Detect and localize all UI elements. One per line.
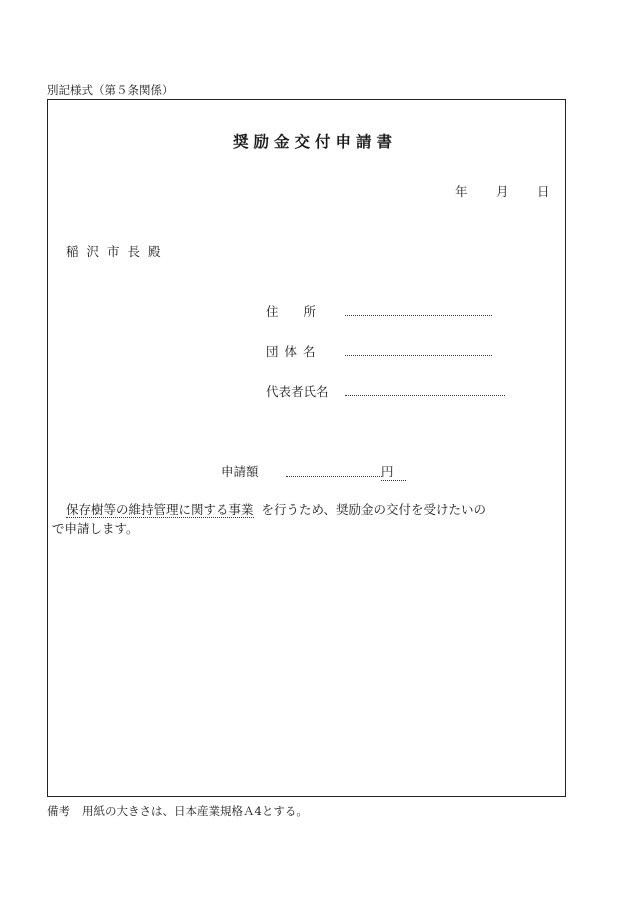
document-title: 奨励金交付申請書	[232, 132, 397, 151]
application-statement	[52, 500, 552, 538]
date-year-label: 年	[455, 184, 468, 199]
form-reference: 別記様式（第５条関係）	[47, 83, 174, 97]
amount-field[interactable]	[286, 476, 382, 477]
addressee: 稲沢市長殿	[66, 244, 169, 259]
address-label: 住 所	[266, 304, 317, 319]
representative-name-label: 代表者氏名	[266, 384, 329, 399]
statement-line-1: を行うため、奨励金の交付を受けたいの	[261, 502, 487, 517]
date-day-label: 日	[537, 184, 550, 199]
remark	[47, 803, 308, 819]
project-name: 保存樹等の維持管理に関する事業	[66, 502, 254, 517]
representative-name-field[interactable]	[345, 395, 505, 396]
organization-name-label: 団 体 名	[266, 344, 317, 359]
statement-line-2: で申請します。	[52, 521, 139, 536]
amount-unit: 円	[381, 462, 406, 481]
address-field[interactable]	[345, 315, 492, 316]
organization-name-field[interactable]	[345, 355, 492, 356]
form-frame	[47, 99, 566, 797]
remark-label: 備考	[47, 804, 70, 818]
amount-label: 申請額	[221, 464, 259, 479]
date-month-label: 月	[496, 184, 509, 199]
remark-text: 用紙の大きさは、日本産業規格Ａ4とする。	[82, 804, 308, 818]
